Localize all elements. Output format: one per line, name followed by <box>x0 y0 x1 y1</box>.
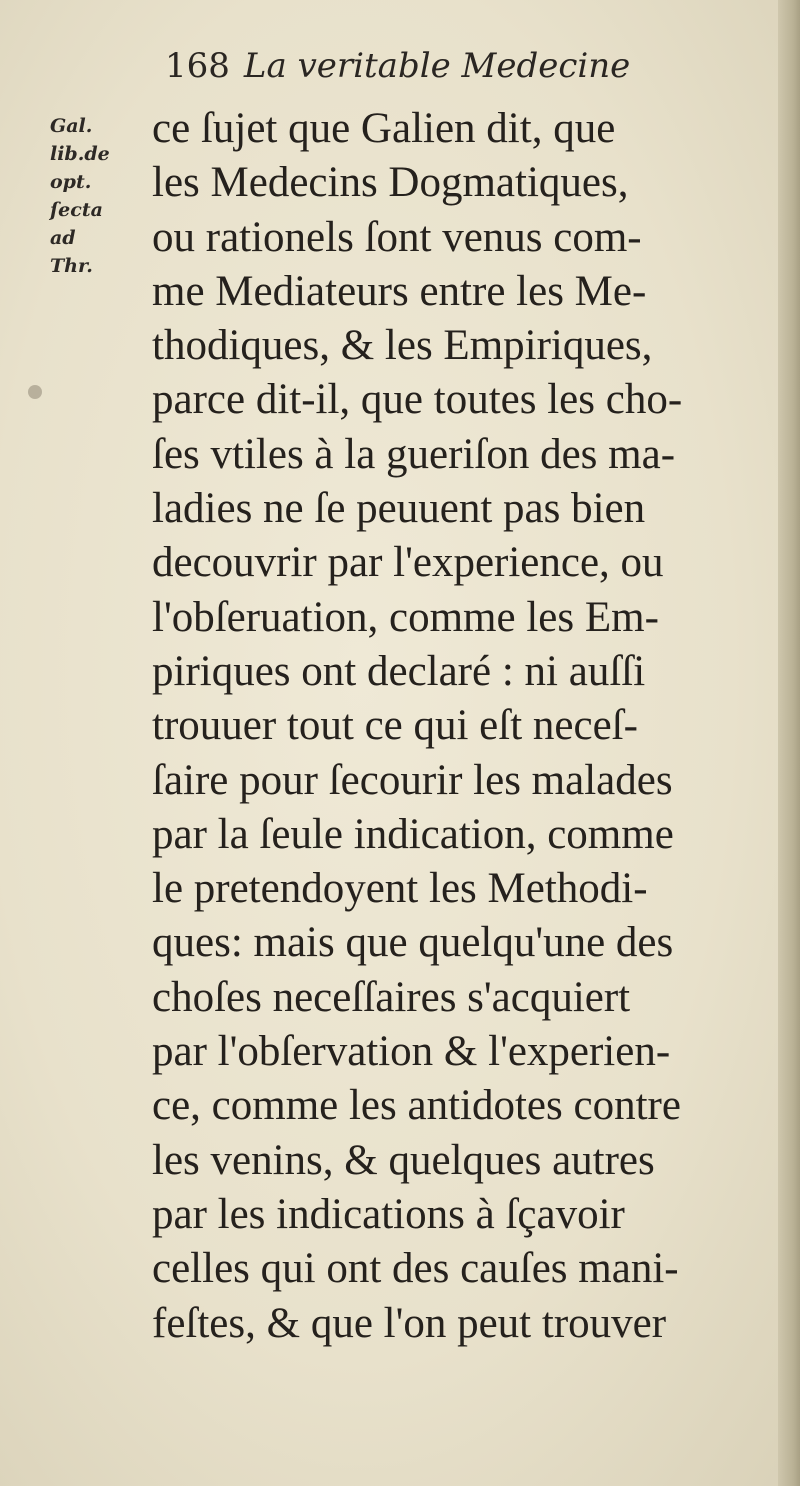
text-line: me Mediateurs entre les Me- <box>152 267 647 315</box>
text-line: ques: mais que quelqu'une des <box>152 919 674 967</box>
text-line: ce, comme les antidotes contre <box>152 1082 681 1130</box>
text-line: ladies ne ſe peuuent pas bien <box>152 485 646 533</box>
text-line: celles qui ont des cauſes mani- <box>152 1245 679 1293</box>
running-title: La veritable Medecine <box>243 46 631 86</box>
text-line: le pretendoyent les Methodi- <box>152 865 648 913</box>
margin-note-line: ad <box>50 227 76 249</box>
text-line: l'obſeruation, comme les Em- <box>152 593 659 641</box>
text-line: ſes vtiles à la gueriſon des ma- <box>152 430 676 478</box>
text-line: thodiques, & les Empiriques, <box>152 322 653 370</box>
margin-note <box>50 112 130 280</box>
text-line: par les indications à ſçavoir <box>152 1190 625 1238</box>
margin-note-line: opt. <box>50 171 92 193</box>
text-line: feſtes, & que l'on peut trouver <box>152 1299 667 1347</box>
text-line: les venins, & quelques autres <box>152 1136 655 1184</box>
text-line: ſaire pour ſecourir les malades <box>152 756 673 804</box>
text-line: choſes neceſſaires s'acquiert <box>152 973 631 1021</box>
text-line: par l'obſervation & l'experien- <box>152 1028 671 1076</box>
text-line: trouuer tout ce qui eſt neceſ- <box>152 702 638 750</box>
text-line: piriques ont declaré : ni auſſi <box>152 647 646 695</box>
text-line: ce ſujet que Galien dit, que <box>152 105 616 152</box>
margin-note-line: lib.de <box>50 143 110 165</box>
page-gutter-shadow <box>778 0 800 1486</box>
page-number: 168 <box>165 46 230 86</box>
margin-note-line: Thr. <box>50 255 93 277</box>
text-line: parce dit-il, que toutes les cho- <box>152 376 683 424</box>
text-line: par la ſeule indication, comme <box>152 810 674 858</box>
ink-spot <box>28 385 42 399</box>
margin-note-line: ſecta <box>50 199 103 221</box>
text-line: les Medecins Dogmatiques, <box>152 159 629 207</box>
text-line: ou rationels ſont venus com- <box>152 213 642 261</box>
margin-note-line: Gal. <box>50 115 93 137</box>
body-text <box>152 102 772 1351</box>
running-header <box>165 46 630 86</box>
text-line: decouvrir par l'experience, ou <box>152 539 664 587</box>
